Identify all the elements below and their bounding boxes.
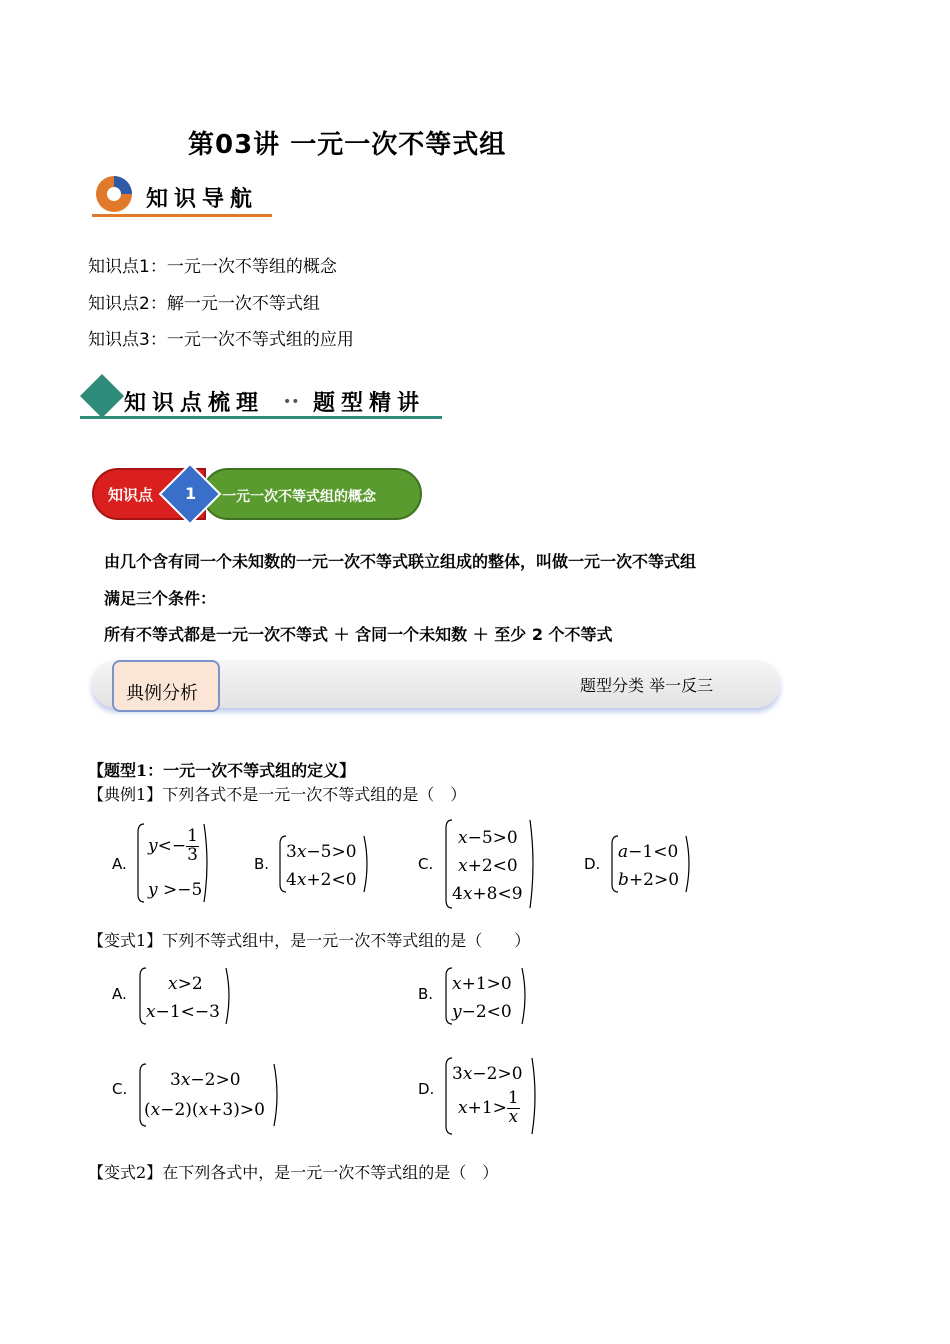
example1-option-a-label: A. — [112, 855, 127, 873]
variant1-prefix: 【变式1】 — [88, 931, 163, 950]
variant1-option-a-label: A. — [112, 985, 127, 1003]
example1-option-a[interactable] — [136, 822, 212, 904]
knowledge-point-3: 知识点3：一元一次不等式组的应用 — [88, 330, 354, 350]
definition-line-2: 满足三个条件： — [104, 589, 217, 608]
math-line: x+1> $\frac{1}{x}$ — [458, 1088, 519, 1127]
section-header — [78, 372, 448, 428]
brace — [136, 822, 146, 904]
paren — [362, 834, 372, 894]
knowledge-point-1: 知识点1：一元一次不等组的概念 — [88, 257, 337, 277]
variant1-option-b[interactable] — [444, 966, 528, 1026]
definition-line-1: 由几个含有同一个未知数的一元一次不等式联立组成的整体，叫做一元一次不等式组 — [104, 552, 697, 571]
paren — [202, 822, 212, 904]
variant1-question — [88, 928, 530, 951]
variant1-option-d-label: D. — [418, 1080, 435, 1098]
section-header-right: 题型精讲 — [313, 390, 426, 416]
example1-option-b-label: B. — [254, 855, 270, 873]
example1-option-d-label: D. — [584, 855, 601, 873]
paren — [528, 818, 538, 910]
variant1-text: 下列不等式组中，是一元一次不等式组的是（ ） — [162, 931, 531, 950]
math-line: x−5>0 — [458, 828, 518, 848]
variant1-option-c-label: C. — [112, 1080, 128, 1098]
kp-banner-tag: 知识点 — [108, 486, 154, 504]
math-line: y >−5 — [148, 880, 203, 900]
example1-option-d[interactable] — [610, 834, 692, 894]
math-line: 4x+2<0 — [286, 870, 357, 890]
nav-header-underline — [92, 214, 272, 217]
example1-prefix: 【典例1】 — [88, 785, 163, 804]
math-line: 3x−2>0 — [170, 1070, 241, 1090]
variant1-option-a[interactable] — [138, 966, 232, 1026]
math-line: 4x+8<9 — [452, 884, 523, 904]
math-line: b+2>0 — [618, 870, 680, 890]
paren — [520, 966, 530, 1026]
math-line: (x−2)(x+3)>0 — [144, 1100, 265, 1120]
section-header-dots: •• — [283, 394, 300, 410]
nav-header — [88, 170, 273, 222]
knowledge-point-2: 知识点2：解一元一次不等式组 — [88, 294, 320, 314]
paren — [224, 966, 234, 1026]
variant2-question — [88, 1160, 498, 1183]
math-line: x+2<0 — [458, 856, 518, 876]
example1-text: 下列各式不是一元一次不等式组的是（ ） — [162, 785, 467, 804]
paren — [684, 834, 694, 894]
variant1-option-d[interactable] — [444, 1056, 538, 1136]
example1-option-c-label: C. — [418, 855, 434, 873]
math-line: a−1<0 — [618, 842, 679, 862]
paren — [272, 1062, 282, 1128]
variant2-prefix: 【变式2】 — [88, 1163, 163, 1182]
pie-chart-icon — [88, 170, 138, 220]
diamond-icon — [78, 372, 128, 422]
page-title: 第03讲 一元一次不等式组 — [188, 130, 507, 160]
example-bar-label: 典例分析 — [126, 683, 198, 704]
math-line: x−1<−3 — [146, 1002, 220, 1022]
math-line: x>2 — [168, 974, 203, 994]
variant2-text: 在下列各式中，是一元一次不等式组的是（ ） — [162, 1163, 499, 1182]
variant1-option-b-label: B. — [418, 985, 434, 1003]
math-line: x+1>0 — [452, 974, 512, 994]
example1-question — [88, 782, 466, 805]
kp-banner — [92, 466, 422, 522]
topic-heading: 【题型1：一元一次不等式组的定义】 — [88, 761, 356, 780]
math-line: 3x−5>0 — [286, 842, 357, 862]
example-bar-right: 题型分类 举一反三 — [580, 676, 714, 695]
math-line: y−2<0 — [452, 1002, 512, 1022]
example1-option-c[interactable] — [444, 818, 536, 910]
kp-banner-label: 一元一次不等式组的概念 — [222, 489, 376, 505]
nav-header-text: 知识导航 — [146, 186, 259, 212]
definition-line-3: 所有不等式都是一元一次不等式 ＋ 含同一个未知数 ＋ 至少 2 个不等式 — [104, 625, 613, 644]
math-line: 3x−2>0 — [452, 1064, 523, 1084]
paren — [530, 1056, 540, 1136]
math-line: y<− $\frac{1}{3}$ — [148, 826, 198, 865]
example1-option-b[interactable] — [278, 834, 370, 894]
kp-banner-number: 1 — [185, 484, 197, 503]
variant1-option-c[interactable] — [138, 1062, 280, 1128]
section-header-left: 知识点梳理 — [124, 390, 265, 416]
